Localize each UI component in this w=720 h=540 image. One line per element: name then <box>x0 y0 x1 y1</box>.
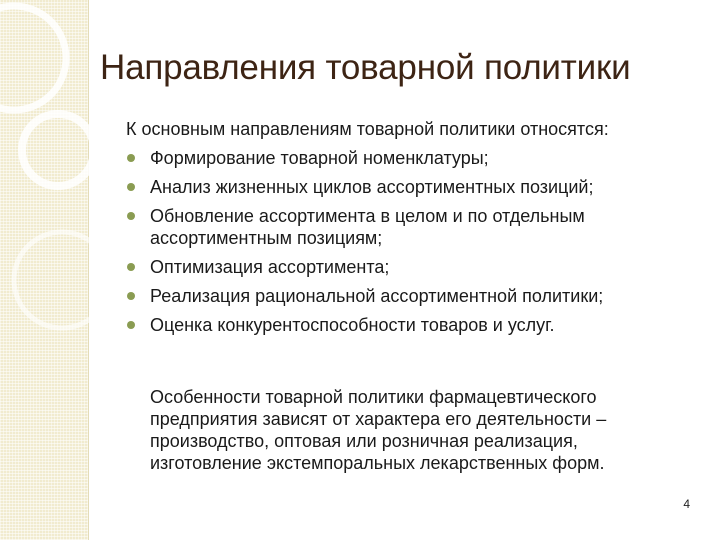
bullet-dot-icon <box>127 321 135 329</box>
bullet-dot-icon <box>127 263 135 271</box>
bullet-item <box>126 176 701 198</box>
bullet-dot-icon <box>127 212 135 220</box>
bullet-dot-icon <box>127 154 135 162</box>
bullet-item <box>126 256 701 278</box>
intro-text: К основным направлениям товарной политики относятся: <box>126 119 609 139</box>
bullet-text: Анализ жизненных циклов ассортиментных позиций; <box>150 177 594 197</box>
bullet-text: Реализация рациональной ассортиментной политики; <box>150 286 604 306</box>
bullet-item <box>126 314 701 336</box>
page-number: 4 <box>683 497 690 511</box>
note-paragraph: Особенности товарной политики фармацевтического предприятия зависят от характера его деятельности – производство, оптовая или розничная реализация, изготовление экстемпоральных лекарственных форм. <box>150 387 607 473</box>
bullet-item <box>126 147 701 169</box>
bullet-text: Оптимизация ассортимента; <box>150 257 390 277</box>
bullet-text: Формирование товарной номенклатуры; <box>150 148 489 168</box>
bullet-item <box>126 205 701 249</box>
bullet-dot-icon <box>127 183 135 191</box>
bullet-text: Оценка конкурентоспособности товаров и услуг. <box>150 315 555 335</box>
bullet-text: Обновление ассортимента в целом и по отдельным ассортиментным позициям; <box>150 206 585 248</box>
bullet-item <box>126 285 701 307</box>
bullet-list <box>126 147 701 336</box>
slide-content <box>126 118 701 343</box>
slide-title: Направления товарной политики <box>100 48 631 87</box>
bullet-dot-icon <box>127 292 135 300</box>
